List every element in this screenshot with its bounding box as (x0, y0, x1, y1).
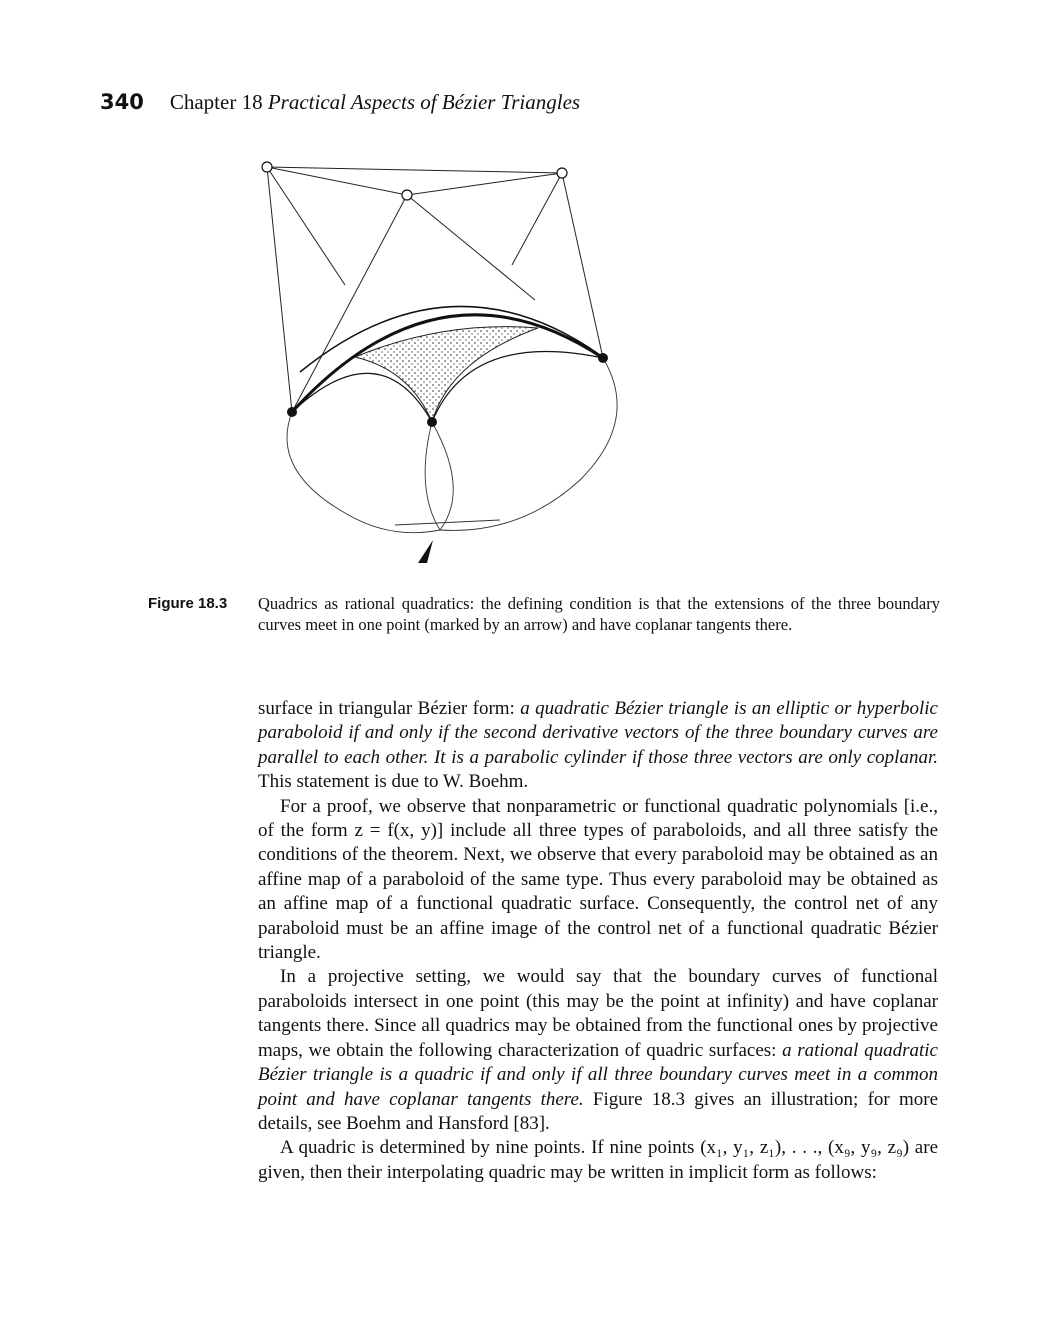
paragraph-2: For a proof, we observe that nonparametric or functional quadratic polynomials [i.e., of the form z = f(x, y)] include all three types of paraboloids, and all three satisfy the conditions of the theorem. Next, we observe that every paraboloid may be obtained as an affine map of a paraboloid of the same type. Thus every paraboloid may be obtained as an affine map of a functional quadratic surface. Consequently, the control net of any paraboloid must be an affine image of the control net of a functional quadratic Bézier triangle. (258, 795, 938, 964)
chapter-title: Practical Aspects of Bézier Triangles (267, 90, 581, 114)
paragraph-1 (258, 697, 938, 795)
figure-18-3 (250, 155, 650, 575)
paragraph-3-theorem: a rational quadratic Bézier triangle is a quadric if and only if all three boundary curves meet in a common point and have coplanar tangents there. (258, 1039, 938, 1110)
paragraph-1-tail: This statement is due to W. Boehm. (258, 771, 529, 793)
paragraph-3-tail: Figure 18.3 gives an illustration; for more details, see Boehm and Hansford [83]. (258, 1088, 938, 1134)
quadric-diagram (250, 155, 650, 575)
shaded-patch (355, 327, 538, 422)
arrow-marker (418, 540, 433, 563)
chapter-label: Chapter 18 (169, 90, 263, 114)
running-header (100, 90, 580, 124)
paragraph-1-lead: surface in triangular Bézier form: (258, 698, 521, 719)
page-number: 340 (100, 90, 144, 114)
paragraph-1-theorem: a quadratic Bézier triangle is an elliptic or hyperbolic paraboloid if and only if the second derivative vectors of the three boundary curves are parallel to each other. It is a parabolic cylinder if those three vectors are only coplanar. (258, 698, 938, 768)
running-title (170, 90, 580, 115)
caption-text: Quadrics as rational quadratics: the defining condition is that the extensions of the three boundary curves meet in one point (marked by an arrow) and have coplanar tangents there. (258, 594, 940, 634)
figure-caption (148, 593, 940, 635)
paragraph-3-lead: In a projective setting, we would say that the boundary curves of functional paraboloids intersect in one point (this may be the point at infinity) and have coplanar tangents there. Since all quadrics may be obtained from the functional ones by projective maps, we obtain the following characterization of quadric surfaces: (258, 966, 938, 1061)
paragraph-3 (258, 965, 938, 1136)
caption-label: Figure 18.3 (148, 595, 228, 612)
body-text (258, 697, 938, 1185)
paragraph-4: A quadric is determined by nine points. If nine points (x₁, y₁, z₁), . . ., (x₉, y₉, z₉) are given, then their interpolating quadric may be written in implicit form as follows: (258, 1137, 938, 1183)
